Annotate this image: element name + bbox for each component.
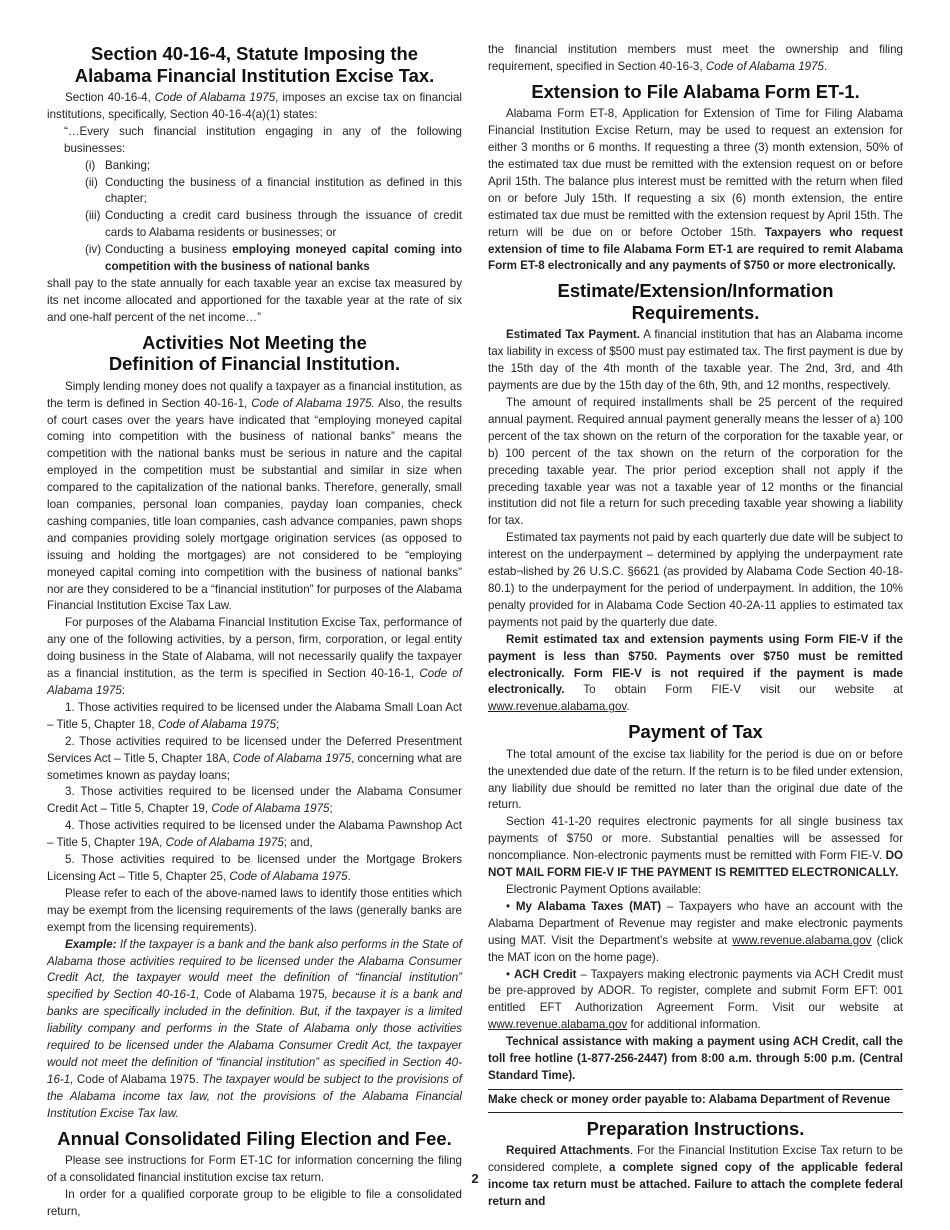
extension-paragraph: Alabama Form ET-8, Application for Extension of Time for Filing Alabama Financial Institution Excise Return, may be used to request an extension for either 3 months or 6 months. If requesting a three (3) month extension, 50% of the estimated tax due must be remitted with the extension request on or before April 15th. The balance plus interest must be remitted with the return when filed on or before July 15th. If requesting a six (6) month extension, the entire estimated tax due must be remitted with the extension request by April 15th. The return will be due on or before October 15th. Taxpayers who request extension of time to file Alabama Form ET-1 are required to remit Alabama Form ET-8 electronically and any payments of $750 or more electronically. [488,107,903,273]
continuation-paragraph: the financial institution members must meet the ownership and filing requirement, specified in Section 40-16-3, Code of Alabama 1975. [488,43,903,73]
list-item: (iii) Conducting a credit card business through the issuance of credit cards to Alabama residents or businesses; or [85,209,462,240]
payment-due-paragraph: The total amount of the excise tax liability for the period is due on or before the unextended due date of the return. If the return is to be filed under extension, any liability due should be remitted no later than the original due date of the return. [488,747,903,812]
heading-statute-line1: Section 40-16-4, Statute Imposing the [90,43,418,64]
electronic-payment-paragraph: Section 41-1-20 requires electronic payments for all single business tax payments of $750 or more. Substantial penalties will be assessed for noncompliance. Non-electronic payments must be remitted with Form FIE-V. DO NOT MAIL FORM FIE-V IF THE PAYMENT IS REMITTED ELECTRONICALLY. [488,815,903,880]
estimated-tax-paragraph: Estimated Tax Payment. A financial institution that has an Alabama income tax liability in excess of $500 must pay estimated tax. The first payment is due by the 15th day of the 4th month of the taxable year. The 2nd, 3rd, and 4th payments are due by the 15th day of the 6th, 9th, and 12 months, respectively. [488,328,903,393]
remit-paragraph: Remit estimated tax and extension payments using Form FIE-V if the payment is less than $750. Payments over $750 must be remitted electronically. Form FIE-V is not required if the payment is made electronically. To obtain Form FIE-V visit our website at www.revenue.alabama.gov. [488,632,903,714]
heading-preparation: Preparation Instructions. [586,1117,805,1139]
numbered-item-3: 3. Those activities required to be licensed under the Alabama Consumer Credit Act – Title 5, Chapter 19, Code of Alabama 1975; [47,785,462,816]
heading-estimate-requirements: Estimate/Extension/Information Requirements. [557,280,834,323]
heading-statute [47,43,462,86]
refer-paragraph: Please refer to each of the above-named laws to identify those entities which may be exempt from the licensing requirements of the laws (generally banks are exempt from the licensing requirements). [47,886,462,934]
purposes-paragraph: For purposes of the Alabama Financial Institution Excise Tax, performance of any one of the following activities, by a person, firm, corporation, or legal entity doing business in the State of Alabama, will not necessarily qualify the taxpayer as a financial institution, as the term is specified in Section 40-16-1, Code of Alabama 1975: [47,616,463,697]
numbered-item-5: 5. Those activities required to be licensed under the Mortgage Brokers Licensing Act – Title 5, Chapter 25, Code of Alabama 1975. [47,853,462,883]
numbered-item-2: 2. Those activities required to be licensed under the Deferred Presentment Services Act – Title 5, Chapter 18A, Code of Alabama 1975, concerning what are sometimes known as payday loans; [47,734,462,782]
revenue-website-link[interactable]: www.revenue.alabama.gov [732,933,872,947]
left-column [47,42,462,1221]
installments-paragraph: The amount of required installments shall be 25 percent of the required annual payment. Required annual payment generally means the lesser of a) 100 percent of the tax shown on the return of the corporation for the taxable year, or b) 100 percent of the tax shown on the return of the corporation for the preceding taxable year. The prior period exception shall not apply if the preceding taxable year was not a taxable year of 12 months or the financial institution did not file a return for such preceding taxable year showing a liability for tax. [488,396,903,528]
revenue-website-link[interactable]: www.revenue.alabama.gov [488,1018,628,1032]
technical-assistance-paragraph: Technical assistance with making a payment using ACH Credit, call the toll free hotline (1-877-256-2447) from 8:00 a.m. through 5:00 p.m. (Central Standard Time). [488,1035,903,1082]
statute-intro-paragraph: Section 40-16-4, Code of Alabama 1975, imposes an excise tax on financial institutions, specifically, Section 40-16-4(a)(1) states: [47,91,462,121]
ach-option-paragraph: • ACH Credit – Taxpayers making electronic payments via ACH Credit must be pre-approved by ADOR. To register, complete and submit Form EFT: 001 entitled EFT Authorization Agreement Form. Visit our website at www.revenue.alabama.gov for additional information. [488,967,903,1032]
payable-to-box: Make check or money order payable to: Alabama Department of Revenue [488,1089,903,1113]
required-attachments-paragraph: Required Attachments. For the Financial Institution Excise Tax return to be considered complete, a complete signed copy of the applicable federal income tax return must be attached. Failure to attach the complete federal return and [488,1144,903,1208]
underpayment-paragraph: Estimated tax payments not paid by each quarterly due date will be subject to interest on the underpayment – determined by applying the underpayment rate estab¬lished by 26 U.S.C. §6621 (as provided by Alabama Code Section 40-18-80.1) to the underpayment for the period of underpayment. In addition, the 10% penalty provided for in Alabama Code Section 40-2A-11 applies to estimated tax payments not paid by the quarterly due date. [488,531,903,629]
numbered-item-4: 4. Those activities required to be licensed under the Alabama Pawnshop Act – Title 5, Chapter 19A, Code of Alabama 1975; and, [47,819,462,850]
list-item: (i) Banking; [85,158,151,172]
mat-option-paragraph: • My Alabama Taxes (MAT) – Taxpayers who have an account with the Alabama Department of Revenue may register and make electronic payments using MAT. Visit the Department’s website at www.revenue.alabama.gov (click the MAT icon on the home page). [488,899,903,964]
consolidated-paragraph-2: In order for a qualified corporate group to be eligible to file a consolidated return, [47,1187,462,1218]
heading-activities: Activities Not Meeting the Definition of Financial Institution. [108,331,401,375]
heading-statute-line2: Alabama Financial Institution Excise Tax. [74,64,435,86]
example-paragraph: Example: If the taxpayer is a bank and the bank also performs in the State of Alabama those activities required to be licensed under the Alabama Consumer Credit Act, the taxpayer would meet the definition of “financial institution” specified by Section 40-16-1, Code of Alabama 1975, because it is a bank and banks are specifically included in the definition. But, if the taxpayer is a limited liability company and performs in the State of Alabama only those activities required to be licensed under the Alabama Consumer Credit Act, the taxpayer would not meet the definition of “financial institution” as specified in Section 40-16-1, Code of Alabama 1975. The taxpayer would be subject to the provisions of the Alabama income tax law, not the provisions of the Alabama Financial Institution Excise Tax law. [47,937,462,1120]
heading-extension: Extension to File Alabama Form ET-1. [531,80,860,102]
page-number: 2 [471,1171,479,1186]
heading-payment-of-tax: Payment of Tax [628,721,763,743]
revenue-website-link[interactable]: www.revenue.alabama.gov [488,700,627,714]
list-item: (iv) Conducting a business employing moneyed capital coming into competition with the business of national banks [85,243,462,274]
quote-intro: “…Every such financial institution engaging in any of the following businesses: [64,124,462,155]
heading-consolidated-filing: Annual Consolidated Filing Election and Fee. [57,1127,452,1149]
right-column [488,42,903,1211]
quote-end: shall pay to the state annually for each taxable year an excise tax measured by its net income allocated and apportioned for the taxable year at the rate of six and one-half percent of the net income…” [47,276,462,324]
numbered-item-1: 1. Those activities required to be licensed under the Alabama Small Loan Act – Title 5, Chapter 18, Code of Alabama 1975; [47,700,462,731]
consolidated-paragraph-1: Please see instructions for Form ET-1C for information concerning the filing of a consolidated financial institution excise tax return. [47,1154,462,1184]
list-item: (ii) Conducting the business of a financial institution as defined in this chapter; [85,175,462,206]
activities-paragraph: Simply lending money does not qualify a taxpayer as a financial institution, as the term is defined in Section 40-16-1, Code of Alabama 1975. Also, the results of court cases over the years have indicated that “employing moneyed capital coming into competition with the business of national banks” means the competition with the national banks must be serious in nature and the capital employed in the competition must be substantial and similar in size when compared to the capitalization of the national banks. Therefore, generally, small loan companies, personal loan companies, payday loan companies, check cashing companies, title loan companies, cash advance companies, pawn shops and companies providing solely mortgage origination services (as opposed to issuing and holding the mortgages) are not considered to be “employing moneyed capital coming into competition with the business of national banks” nor are they considered to be a “financial institution” for purposes of the Alabama Financial Institution Excise Tax Law. [47,379,462,613]
document-page [47,42,903,1218]
payment-options-label: Electronic Payment Options available: [506,882,702,896]
